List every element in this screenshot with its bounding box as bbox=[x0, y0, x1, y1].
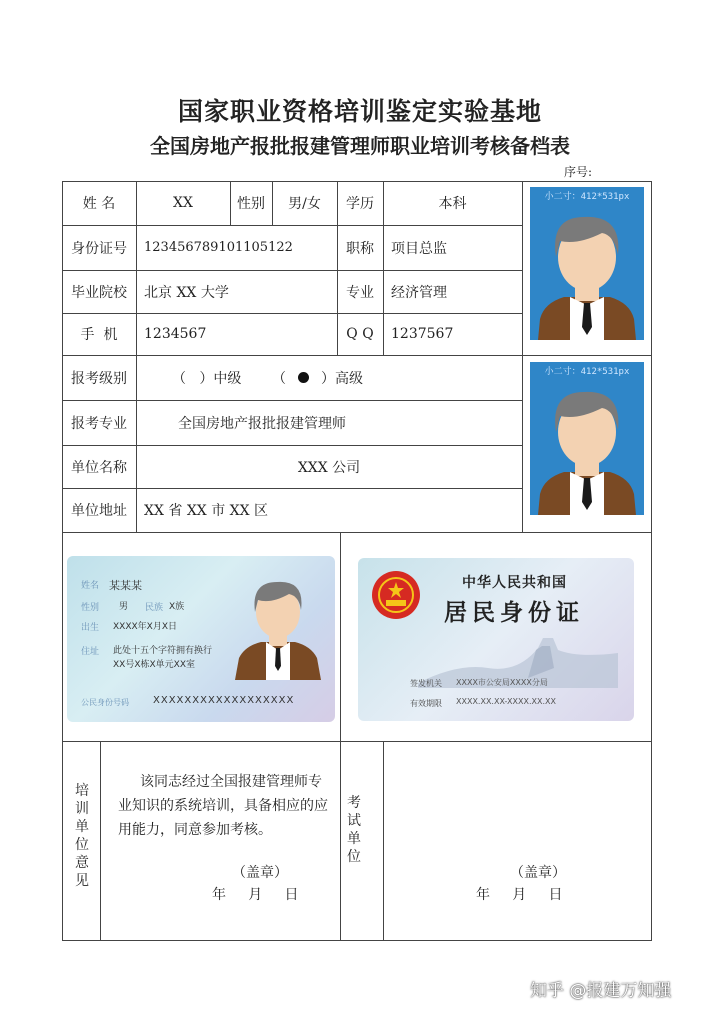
id-validity-label: 有效期限 bbox=[410, 699, 442, 708]
id-ethnicity-value: X族 bbox=[169, 602, 185, 612]
company-label: 单位名称 bbox=[71, 459, 127, 476]
id-birth-label: 出生 bbox=[81, 623, 100, 633]
exam-level-high-option[interactable] bbox=[272, 355, 392, 400]
national-emblem-icon bbox=[370, 568, 422, 622]
id-address-label: 住址 bbox=[81, 647, 100, 657]
name-value: XX bbox=[173, 195, 193, 211]
photo-1 bbox=[530, 187, 644, 340]
zhihu-watermark: 知乎 @报建万知强 bbox=[530, 981, 672, 1001]
id-number-label: 公民身份号码 bbox=[81, 698, 129, 707]
id-authority-label: 签发机关 bbox=[410, 679, 442, 688]
person-avatar-icon bbox=[530, 187, 644, 340]
training-text-line3: 用能力，同意参加考核。 bbox=[118, 822, 272, 838]
school-label: 毕业院校 bbox=[71, 284, 127, 301]
exam-unit-label: 考试单位 bbox=[347, 795, 361, 865]
id-portrait-icon bbox=[233, 570, 323, 680]
exam-level-label: 报考级别 bbox=[71, 370, 127, 387]
school-value: 北京 XX 大学 bbox=[144, 284, 229, 301]
address-value: XX 省 XX 市 XX 区 bbox=[144, 503, 269, 519]
exam-seal: （盖章） bbox=[510, 865, 566, 881]
education-label: 学历 bbox=[346, 196, 374, 212]
id-name-label: 姓名 bbox=[81, 581, 100, 591]
qq-label: Q Q bbox=[346, 326, 374, 342]
id-validity-value: XXXX.XX.XX-XXXX.XX.XX bbox=[456, 697, 556, 706]
job-title-label: 职称 bbox=[346, 240, 374, 257]
id-card-title: 居民身份证 bbox=[444, 599, 584, 626]
photo-size-caption: 小二寸：412*531px bbox=[544, 192, 630, 202]
id-gender-label: 性别 bbox=[81, 603, 100, 613]
phone-value: 1234567 bbox=[144, 326, 207, 342]
photo-size-caption: 小二寸：412*531px bbox=[544, 367, 630, 377]
id-address-line2: XX号X栋X单元XX室 bbox=[113, 660, 195, 670]
exam-date: 年 月 日 bbox=[476, 887, 563, 903]
id-authority-value: XXXX市公安局XXXX分局 bbox=[456, 678, 548, 687]
exam-major-label: 报考专业 bbox=[71, 415, 127, 432]
company-value: XXX 公司 bbox=[297, 459, 361, 476]
id-birth-value: XXXX年X月X日 bbox=[113, 622, 177, 632]
gender-value: 男/女 bbox=[288, 196, 321, 212]
serial-number-label: 序号: bbox=[564, 165, 593, 179]
education-value: 本科 bbox=[438, 196, 467, 212]
major-label: 专业 bbox=[346, 284, 374, 301]
training-date: 年 月 日 bbox=[212, 887, 299, 903]
qq-value: 1237567 bbox=[391, 326, 454, 342]
id-number-value: 123456789101105122 bbox=[144, 240, 293, 255]
id-number-label: 身份证号 bbox=[71, 240, 127, 257]
id-country: 中华人民共和国 bbox=[462, 575, 567, 591]
id-card-back bbox=[358, 558, 634, 721]
exam-level-mid-option[interactable]: （ ）中级 bbox=[172, 370, 242, 387]
address-label: 单位地址 bbox=[71, 503, 127, 519]
training-seal: （盖章） bbox=[232, 865, 288, 881]
selected-dot-icon bbox=[298, 372, 309, 383]
person-avatar-icon bbox=[530, 362, 644, 515]
id-ethnicity-label: 民族 bbox=[145, 603, 164, 613]
job-title-value: 项目总监 bbox=[391, 240, 447, 257]
training-opinion-text bbox=[118, 770, 328, 842]
id-number-value: XXXXXXXXXXXXXXXXXX bbox=[153, 695, 295, 706]
phone-label: 手 机 bbox=[80, 327, 118, 343]
id-name-value: 某某某 bbox=[109, 579, 142, 592]
gender-label: 性别 bbox=[237, 196, 265, 212]
form-subtitle: 全国房地产报批报建管理师职业培训考核备档表 bbox=[150, 134, 570, 158]
photo-2 bbox=[530, 362, 644, 515]
training-text-line1: 该同志经过全国报建管理师专 bbox=[140, 774, 322, 790]
paren-open: （ bbox=[272, 370, 286, 387]
training-text-line2: 业知识的系统培训，具备相应的应 bbox=[118, 798, 328, 814]
id-gender-value: 男 bbox=[119, 602, 129, 612]
exam-major-value: 全国房地产报批报建管理师 bbox=[178, 415, 346, 432]
name-label: 姓 名 bbox=[82, 196, 116, 212]
major-value: 经济管理 bbox=[391, 284, 447, 301]
id-address-line1: 此处十五个字符拥有换行 bbox=[113, 646, 213, 656]
id-card-front bbox=[67, 556, 335, 722]
page-title: 国家职业资格培训鉴定实验基地 bbox=[177, 97, 542, 126]
training-unit-opinion-label: 培训单位意见 bbox=[75, 783, 89, 889]
paren-close: ）高级 bbox=[321, 370, 363, 387]
